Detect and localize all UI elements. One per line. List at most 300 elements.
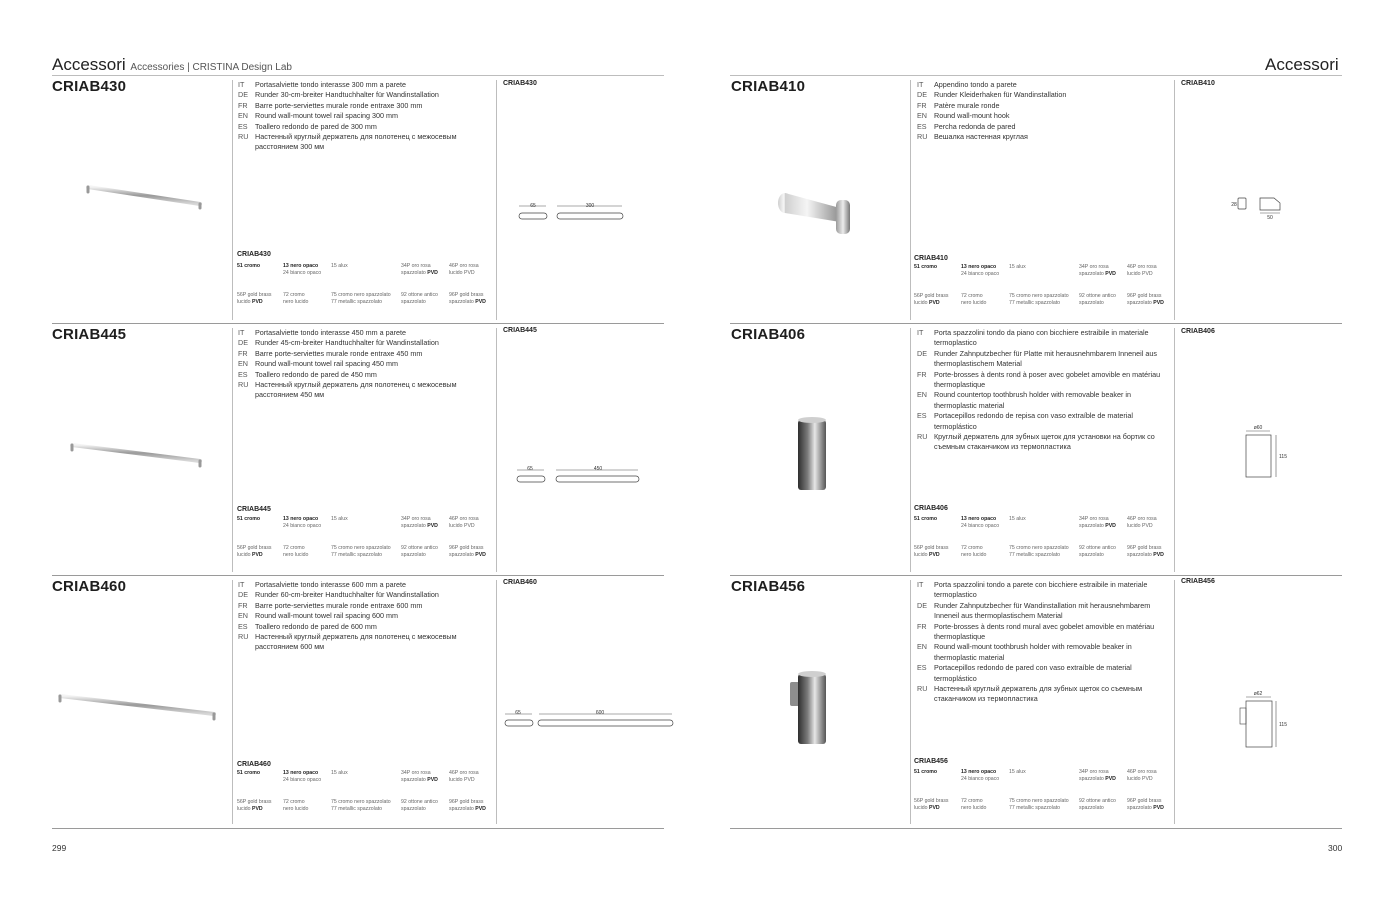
col-rule [232, 580, 233, 824]
desc-lang: DE [917, 348, 927, 358]
finish-label: lucido PVD [1127, 523, 1153, 529]
desc-text: Appendino tondo a parete [934, 80, 1017, 89]
page-number-right: 300 [1328, 843, 1343, 853]
finish-label: spazzolato [401, 270, 428, 276]
left-header-rule [52, 75, 664, 76]
desc-lang: ES [917, 663, 927, 673]
desc-lang: FR [917, 100, 927, 110]
desc-text: Porta spazzolini tondo a parete con bicchiere estraibile in materiale termoplastico [934, 580, 1148, 600]
finish-46 [449, 516, 479, 530]
finish-label: 96P gold brass [1127, 798, 1162, 804]
finish-label: 92 ottone antico [1079, 798, 1116, 804]
desc-row [238, 349, 490, 359]
col-rule [496, 80, 497, 320]
desc-text: Toallero redondo de pared de 300 mm [255, 121, 377, 131]
desc-lang: EN [238, 111, 248, 121]
finish-label: PVD [475, 552, 486, 558]
desc-row [917, 101, 1169, 111]
desc-row [238, 328, 490, 338]
finish-13 [961, 516, 999, 530]
dim-label: 65 [515, 710, 521, 716]
desc-lang: RU [917, 132, 928, 142]
finish-label: PVD [475, 806, 486, 812]
product-description [238, 580, 490, 653]
desc-row [238, 122, 490, 132]
desc-text: Round wall-mount hook [934, 111, 1010, 121]
desc-row [917, 601, 1169, 622]
finish-label: 51 cromo [914, 516, 938, 522]
desc-lang: DE [917, 90, 927, 100]
finish-label: spazzolato [1079, 523, 1106, 529]
desc-text: Round wall-mount towel rail spacing 450 mm [255, 359, 399, 369]
finish-75 [1009, 798, 1069, 812]
desc-lang: RU [238, 132, 249, 142]
finish-label: PVD [1105, 776, 1116, 782]
finish-label: 92 ottone antico [401, 292, 438, 298]
finish-label: spazzolato [449, 552, 476, 558]
desc-text: Настенный круглый держатель для полотенец с межосевым расстоянием 600 мм [255, 632, 457, 652]
finish-label: 34P oro rosa [1079, 516, 1109, 522]
desc-row [917, 90, 1169, 100]
right-page-title [1265, 55, 1339, 75]
desc-row [238, 80, 490, 90]
finish-label: 72 cromo [961, 293, 983, 299]
desc-lang: IT [238, 80, 245, 89]
finish-75 [331, 799, 391, 813]
desc-row [238, 359, 490, 369]
finish-label: 96P gold brass [1127, 545, 1162, 551]
desc-lang: DE [917, 600, 927, 610]
finish-label: PVD [929, 300, 940, 306]
finish-label: 34P oro rosa [401, 770, 431, 776]
product-code: CRIAB460 [52, 578, 127, 595]
finish-label: 56P gold brass [914, 293, 949, 299]
desc-row [238, 590, 490, 600]
finish-label: spazzolato [1127, 805, 1154, 811]
finish-34 [401, 770, 438, 784]
finishes-code: CRIAB406 [914, 505, 948, 512]
desc-text: Runder 45-cm-breiter Handtuchhalter für Wandinstallation [255, 338, 439, 348]
finish-label: 24 bianco opaco [283, 270, 322, 276]
desc-row [917, 642, 1169, 663]
desc-text: Настенный круглый держатель для зубных щеток со съемным стаканчиком из термопластика [934, 684, 1143, 704]
finish-96 [449, 799, 486, 813]
wall-hook-photo [772, 186, 856, 238]
desc-row [238, 632, 490, 653]
finish-label: 92 ottone antico [401, 799, 438, 805]
finish-label: 13 nero opaco [961, 264, 997, 270]
product-description [917, 580, 1169, 705]
finish-label: 24 bianco opaco [961, 776, 1000, 782]
desc-lang: ES [917, 121, 927, 131]
product-description [917, 80, 1169, 142]
desc-row [917, 132, 1169, 142]
finish-label: 46P oro rosa [1127, 516, 1157, 522]
finish-92 [1079, 545, 1116, 559]
finish-label: 75 cromo nero spazzolato [1009, 545, 1069, 551]
desc-row [917, 684, 1169, 705]
finish-label: 77 metallic spazzolato [1009, 805, 1061, 811]
desc-text: Portacepillos redondo de repisa con vaso extraíble de material termoplástico [934, 411, 1133, 431]
drawing-code: CRIAB445 [503, 327, 537, 334]
finish-label: 51 cromo [237, 263, 261, 269]
finish-46 [449, 770, 479, 784]
desc-text: Porta spazzolini tondo da piano con bicchiere estraibile in materiale termoplastico [934, 328, 1149, 348]
finish-label: 92 ottone antico [1079, 545, 1116, 551]
finish-15 [331, 263, 348, 270]
desc-row [917, 580, 1169, 601]
dim-label: 300 [585, 203, 595, 209]
finish-96 [1127, 798, 1164, 812]
finish-label: PVD [1153, 300, 1164, 306]
col-rule [496, 580, 497, 824]
col-rule [910, 580, 911, 824]
desc-lang: RU [238, 380, 249, 390]
left-page-title [52, 55, 292, 75]
desc-lang: EN [238, 611, 248, 621]
finish-72 [283, 545, 308, 559]
finish-label: spazzolato [1079, 805, 1104, 811]
drawing-code: CRIAB410 [1181, 80, 1215, 87]
desc-text: Porte-brosses à dents rond mural avec gobelet amovible en matériau thermoplastique [934, 621, 1155, 642]
finish-label: 77 metallic spazzolato [1009, 552, 1061, 558]
desc-lang: DE [238, 90, 248, 100]
desc-lang: IT [238, 328, 245, 337]
finish-label: 72 cromo [961, 545, 983, 551]
drawing-code: CRIAB460 [503, 579, 537, 586]
desc-lang: EN [917, 111, 927, 121]
finish-label: spazzolato [401, 523, 428, 529]
finish-56 [914, 293, 949, 307]
desc-lang: IT [917, 328, 924, 337]
desc-row [238, 370, 490, 380]
desc-row [917, 80, 1169, 90]
desc-lang: EN [917, 390, 927, 400]
col-rule [232, 80, 233, 320]
finish-label: spazzolato [449, 806, 476, 812]
finish-label: PVD [475, 299, 486, 305]
desc-row [238, 380, 490, 401]
row-rule [730, 828, 1342, 829]
finish-label: 77 metallic spazzolato [1009, 300, 1061, 306]
finish-label: 15 alux [331, 770, 348, 776]
desc-text: Percha redonda de pared [934, 121, 1016, 131]
finish-92 [1079, 798, 1116, 812]
col-rule [1174, 80, 1175, 320]
dim-label: 115 [1279, 722, 1287, 728]
finish-label: 56P gold brass [914, 545, 949, 551]
desc-lang: FR [917, 621, 927, 631]
finish-34 [1079, 264, 1116, 278]
finish-label: 92 ottone antico [1079, 293, 1116, 299]
toothbrush-holder-photo [786, 668, 834, 748]
finish-15 [331, 770, 348, 777]
left-title-main: Accessori [52, 55, 126, 74]
desc-lang: EN [238, 359, 248, 369]
finish-label: 24 bianco opaco [283, 777, 322, 783]
finish-label: 15 alux [1009, 769, 1026, 775]
finish-label: lucido PVD [449, 270, 475, 276]
col-rule [1174, 328, 1175, 572]
finish-label: PVD [252, 806, 263, 812]
finish-51 [914, 516, 937, 523]
col-rule [910, 328, 911, 572]
finish-label: lucido [914, 552, 929, 558]
finish-label: PVD [1153, 805, 1164, 811]
desc-text: Porte-brosses à dents rond à poser avec gobelet amovible en matériau thermoplastique [934, 369, 1161, 390]
dim-label: 450 [593, 466, 603, 472]
desc-lang: IT [917, 580, 924, 589]
desc-text: Runder Kleiderhaken für Wandinstallation [934, 90, 1067, 100]
desc-text: Round wall-mount towel rail spacing 300 mm [255, 111, 399, 121]
desc-row [917, 111, 1169, 121]
finish-label: 56P gold brass [914, 798, 949, 804]
finish-label: PVD [252, 299, 263, 305]
desc-row [238, 132, 490, 153]
finish-label: 75 cromo nero spazzolato [1009, 293, 1069, 299]
row-rule [52, 828, 664, 829]
finish-label: nero lucido [283, 806, 309, 812]
finish-46 [449, 263, 479, 277]
desc-lang: FR [917, 369, 927, 379]
finish-label: spazzolato [1079, 271, 1106, 277]
desc-text: Runder 30-cm-breiter Handtuchhalter für Wandinstallation [255, 90, 439, 100]
desc-text: Barre porte-serviettes murale ronde entraxe 450 mm [255, 348, 423, 358]
finish-label: 34P oro rosa [401, 263, 431, 269]
finish-label: 51 cromo [237, 770, 261, 776]
finishes-code: CRIAB456 [914, 758, 948, 765]
product-code: CRIAB410 [731, 78, 806, 95]
right-header-rule [730, 75, 1342, 76]
toothbrush-holder-photo [792, 414, 832, 494]
desc-row [238, 580, 490, 590]
desc-row [238, 611, 490, 621]
finish-label: 13 nero opaco [283, 770, 319, 776]
towel-rail-photo [64, 434, 210, 470]
finish-label: spazzolato [449, 299, 476, 305]
desc-text: Runder Zahnputzbecher für Platte mit herausnehmbarem Inneneil aus thermoplastischem Material [934, 348, 1157, 369]
finish-label: 56P gold brass [237, 292, 272, 298]
desc-text: Barre porte-serviettes murale ronde entraxe 600 mm [255, 600, 423, 610]
finish-label: 75 cromo nero spazzolato [331, 799, 391, 805]
desc-text: Вешалка настенная круглая [934, 132, 1028, 142]
finish-label: 77 metallic spazzolato [331, 552, 383, 558]
desc-text: Portasalviette tondo interasse 600 mm a parete [255, 580, 407, 589]
finish-label: 75 cromo nero spazzolato [331, 292, 391, 298]
finish-13 [961, 769, 999, 783]
desc-text: Portacepillos redondo de pared con vaso extraíble de material termoplástico [934, 663, 1132, 683]
dimension-drawing [1240, 420, 1296, 482]
finish-46 [1127, 516, 1157, 530]
finish-label: 15 alux [1009, 516, 1026, 522]
col-rule [496, 328, 497, 572]
finish-label: 72 cromo [283, 292, 305, 298]
desc-row [238, 101, 490, 111]
desc-lang: ES [917, 411, 927, 421]
finish-label: lucido [914, 805, 929, 811]
finish-label: 96P gold brass [449, 545, 484, 551]
finish-label: 13 nero opaco [961, 769, 997, 775]
desc-row [238, 90, 490, 100]
product-code: CRIAB445 [52, 326, 127, 343]
desc-row [917, 411, 1169, 432]
product-code: CRIAB406 [731, 326, 806, 343]
finish-label: spazzolato [1127, 552, 1154, 558]
finish-label: 24 bianco opaco [283, 523, 322, 529]
finish-96 [1127, 293, 1164, 307]
finish-label: 46P oro rosa [449, 770, 479, 776]
finish-label: spazzolato [1079, 300, 1104, 306]
finish-label: 13 nero opaco [283, 516, 319, 522]
desc-text: Круглый держатель для зубных щеток для установки на бортик со съемным стаканчиком из термопластика [934, 432, 1155, 452]
desc-row [917, 390, 1169, 411]
col-rule [232, 328, 233, 572]
finish-72 [283, 292, 308, 306]
row-rule [730, 323, 1342, 324]
finish-label: PVD [427, 270, 438, 276]
finish-56 [237, 545, 272, 559]
desc-row [238, 601, 490, 611]
finish-label: lucido PVD [1127, 776, 1153, 782]
finish-label: 56P gold brass [237, 799, 272, 805]
finish-92 [401, 545, 438, 559]
drawing-code: CRIAB406 [1181, 328, 1215, 335]
finish-label: spazzolato [401, 806, 426, 812]
finish-label: 15 alux [331, 516, 348, 522]
finish-label: nero lucido [283, 299, 309, 305]
left-title-subtitle: Accessories | CRISTINA Design Lab [130, 62, 292, 73]
finish-label: PVD [252, 552, 263, 558]
finish-51 [914, 264, 937, 271]
finish-56 [237, 292, 272, 306]
dimension-drawing [512, 462, 644, 488]
finish-label: 72 cromo [283, 545, 305, 551]
finish-label: PVD [427, 523, 438, 529]
desc-row [238, 338, 490, 348]
finish-label: 96P gold brass [1127, 293, 1162, 299]
finish-75 [1009, 293, 1069, 307]
desc-lang: RU [238, 632, 249, 642]
desc-row [917, 370, 1169, 391]
page-number-left: 299 [52, 843, 67, 853]
desc-row [917, 122, 1169, 132]
finish-label: lucido [914, 300, 929, 306]
finish-75 [1009, 545, 1069, 559]
desc-lang: DE [238, 338, 248, 348]
towel-rail-photo [52, 684, 222, 724]
desc-row [917, 349, 1169, 370]
desc-text: Настенный круглый держатель для полотенец с межосевым расстоянием 300 мм [255, 132, 457, 152]
finish-51 [237, 516, 260, 523]
finish-label: lucido [237, 552, 252, 558]
finish-label: 24 bianco opaco [961, 523, 1000, 529]
finish-label: 96P gold brass [449, 292, 484, 298]
finish-15 [1009, 264, 1026, 271]
finish-96 [449, 545, 486, 559]
finish-13 [283, 263, 321, 277]
finish-34 [401, 516, 438, 530]
finish-46 [1127, 769, 1157, 783]
desc-text: Round wall-mount toothbrush holder with removable beaker in thermoplastic material [934, 642, 1132, 662]
finish-72 [283, 799, 308, 813]
finish-34 [1079, 516, 1116, 530]
finish-46 [1127, 264, 1157, 278]
finish-13 [283, 770, 321, 784]
finish-label: 24 bianco opaco [961, 271, 1000, 277]
finish-label: 34P oro rosa [1079, 264, 1109, 270]
finish-label: spazzolato [401, 777, 428, 783]
finish-label: 46P oro rosa [1127, 769, 1157, 775]
desc-lang: ES [238, 121, 248, 131]
dim-label: ø62 [1253, 691, 1263, 697]
finish-label: 56P gold brass [237, 545, 272, 551]
finishes-code: CRIAB445 [237, 506, 271, 513]
finish-label: 51 cromo [237, 516, 261, 522]
desc-text: Toallero redondo de pared de 450 mm [255, 369, 377, 379]
dim-label: 115 [1279, 454, 1287, 460]
finish-51 [914, 769, 937, 776]
desc-text: Round wall-mount towel rail spacing 600 mm [255, 611, 399, 621]
dim-label: 65 [527, 466, 533, 472]
row-rule [730, 575, 1342, 576]
finish-label: lucido PVD [1127, 271, 1153, 277]
desc-text: Patère murale ronde [934, 100, 1000, 110]
finish-label: nero lucido [961, 552, 987, 558]
finish-label: spazzolato [401, 299, 426, 305]
desc-text: Portasalviette tondo interasse 450 mm a parete [255, 328, 407, 337]
finish-label: spazzolato [1079, 776, 1106, 782]
finish-72 [961, 293, 986, 307]
finish-label: 75 cromo nero spazzolato [331, 545, 391, 551]
finish-label: 51 cromo [914, 264, 938, 270]
row-rule [52, 323, 664, 324]
finish-label: 46P oro rosa [1127, 264, 1157, 270]
desc-lang: RU [917, 684, 928, 694]
finish-label: lucido [237, 806, 252, 812]
finish-96 [449, 292, 486, 306]
product-code: CRIAB430 [52, 78, 127, 95]
product-description [917, 328, 1169, 453]
desc-text: Runder Zahnputzbecher für Wandinstallation mit herausnehmbarem Inneneil aus thermoplastischem Material [934, 600, 1151, 621]
finish-51 [237, 263, 260, 270]
desc-lang: IT [238, 580, 245, 589]
desc-row [917, 622, 1169, 643]
finish-15 [1009, 516, 1026, 523]
finish-56 [914, 798, 949, 812]
finish-label: PVD [1105, 271, 1116, 277]
col-rule [910, 80, 911, 320]
finish-13 [961, 264, 999, 278]
dim-label: 65 [530, 203, 536, 209]
drawing-code: CRIAB456 [1181, 578, 1215, 585]
desc-lang: FR [238, 348, 248, 358]
dim-label: 600 [595, 710, 605, 716]
desc-lang: DE [238, 590, 248, 600]
desc-text: Round countertop toothbrush holder with removable beaker in thermoplastic material [934, 390, 1131, 410]
finish-34 [1079, 769, 1116, 783]
finish-label: nero lucido [283, 552, 309, 558]
desc-lang: IT [917, 80, 924, 89]
right-title-main: Accessori [1265, 55, 1339, 74]
finish-56 [237, 799, 272, 813]
finish-15 [1009, 769, 1026, 776]
dimension-drawing [502, 706, 678, 732]
finish-label: PVD [1105, 523, 1116, 529]
desc-text: Portasalviette tondo interasse 300 mm a parete [255, 80, 407, 89]
desc-row [917, 432, 1169, 453]
finish-13 [283, 516, 321, 530]
towel-rail-photo [80, 178, 210, 210]
